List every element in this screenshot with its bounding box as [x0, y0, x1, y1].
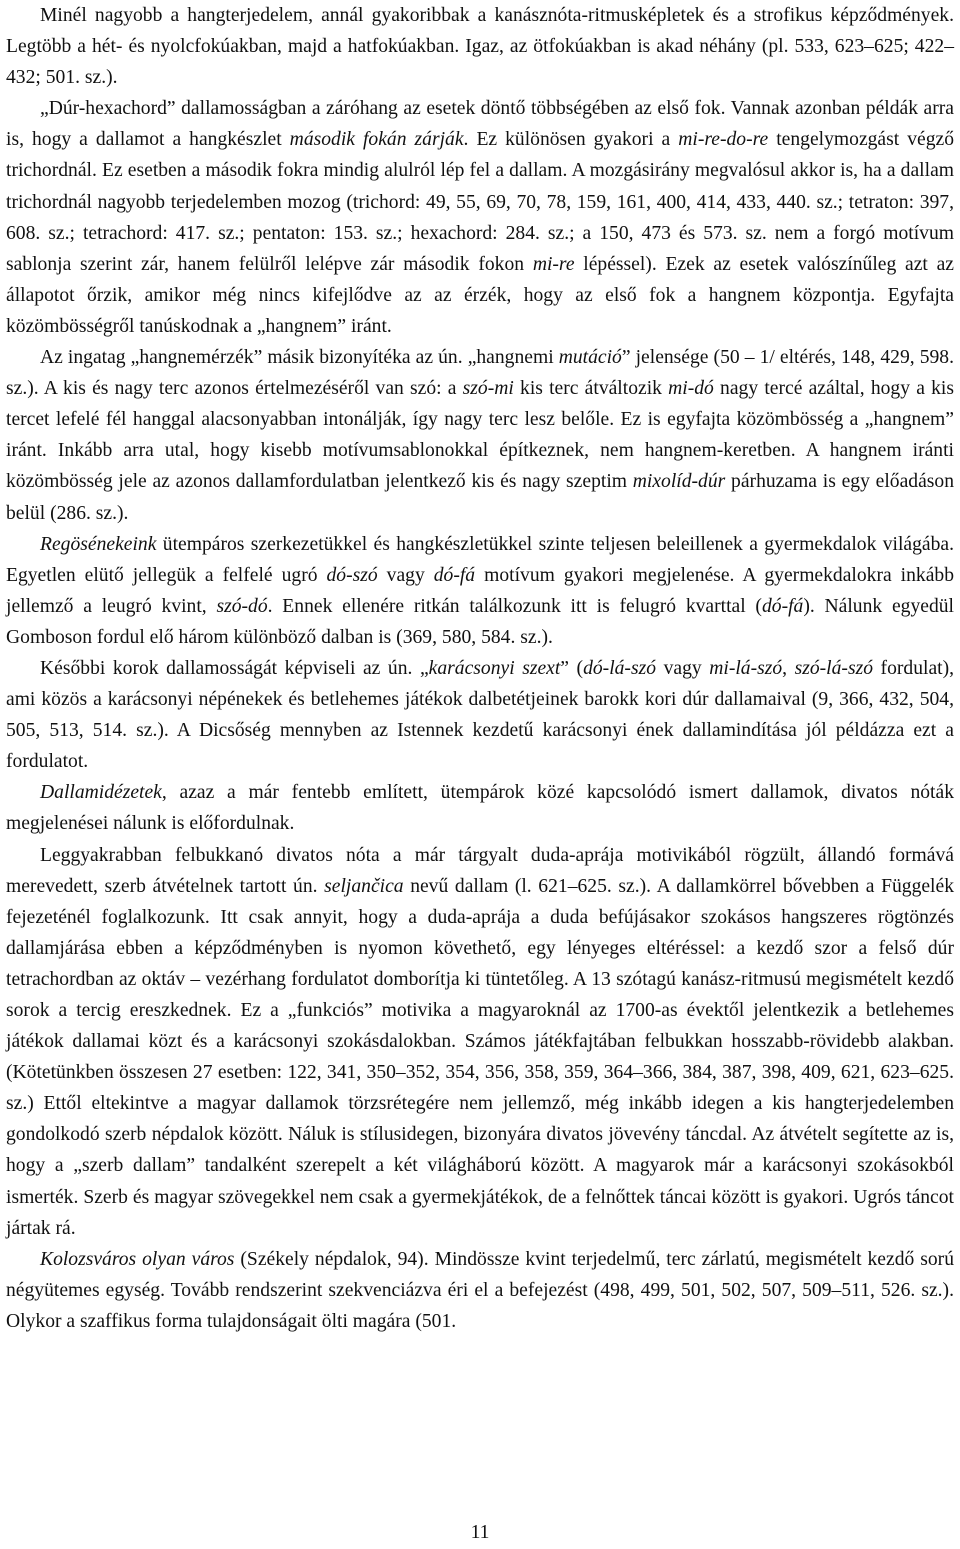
italic-term: szó-lá-szó	[794, 657, 873, 679]
text-run: párhuzama is egy előadáson belül (286. sz.).	[6, 471, 954, 524]
paragraph-2	[6, 93, 954, 342]
text-run: Az ingatag „hangnemérzék” másik bizonyítéka az ún. „hangnemi	[40, 347, 559, 369]
italic-term: mi-re	[532, 253, 575, 275]
italic-term: dó-lá-szó	[583, 657, 657, 679]
italic-term: dó-szó	[326, 564, 378, 586]
text-run: lépéssel). Ezek az esetek valószínűleg azt az állapotot őrzik, amikor még nincs kifejlődve az az érzék, hogy az első fok a hangnem központja. Egyfajta közömbösségről tanúskodnak a „hangnem” iránt.	[6, 253, 954, 337]
text-run: nagy tercé azáltal, hogy a kis tercet lefelé fél hanggal alacsonyabban intonálják, így nagy terc lesz belőle. Ez is egyfajta közömbösség a „hangnem” iránt. Inkább arra utal, hogy kisebb motívumsablonokkal építkeznek, nem hangnem-keretben. A hangnem iránti közömbösség jele az azonos dallamfordulatban jelentkező kis és nagy szeptim	[6, 378, 954, 493]
paragraph-5	[6, 653, 954, 777]
text-run: ütempáros szerkezetükkel és hangkészletükkel szinte teljesen beleillenek a gyermekdalok világába. Egyetlen elütő jellegük a felfelé ugró	[6, 533, 954, 586]
italic-term: mixolíd-dúr	[632, 471, 726, 493]
italic-term: dó-fá	[761, 595, 804, 617]
text-run: vagy	[377, 564, 434, 586]
text-run: ). Nálunk egyedül Gomboson fordul elő három különböző dalban is (369, 580, 584. sz.).	[6, 595, 954, 648]
italic-term: mi-dó	[668, 378, 714, 400]
text-run: fordulat), ami közös a karácsonyi népénekek és betlehemes játékok dalbetétjeinek barokk kori dúr dallamaival (9, 366, 432, 504, 505, 513, 514. sz.). A Dicsőség mennyben az Istennek kezdetű karácsonyi ének dallamindítása jól példázza ezt a fordulatot.	[6, 657, 955, 773]
italic-term: Kolozsváros olyan város	[40, 1248, 235, 1270]
text-run: (Székely népdalok, 94). Mindössze kvint terjedelmű, terc zárlatú, megismételt kezdő sorú négyütemes egység. Tovább rendszerint szekvenciázva éri el a befejezést (498, 499, 501, 502, 507, 509–511, 526. sz.). Olykor a szaffikus forma tulajdonságait ölti magára (501.	[6, 1248, 954, 1332]
text-run: . Ez különösen gyakori a	[463, 129, 679, 151]
text-run: . Ennek ellenére ritkán találkozunk itt is felugró kvarttal (	[267, 595, 762, 617]
text-run: Minél nagyobb a hangterjedelem, annál gyakoribbak a kanásznóta-ritmusképletek és a strofikus képződmények. Legtöbb a hét- és nyolcfokúakban, majd a hatfokúakban. Igaz, az ötfokúakban is akad néhány (pl. 533, 623–625; 422–432; 501. sz.).	[6, 5, 954, 89]
text-run: Későbbi korok dallamosságát képviseli az ún. „	[40, 657, 429, 679]
italic-term: mi-lá-szó	[709, 657, 783, 679]
text-run: ,	[782, 657, 795, 679]
text-run: vagy	[656, 657, 710, 679]
italic-term: mi-re-do-re	[678, 129, 769, 151]
paragraph-6	[6, 777, 954, 839]
text-run: „Dúr-hexachord” dallamosságban a záróhang az esetek döntő többségében az első fok. Vannak azonban példák arra is, hogy a dallamot a hangkészlet	[6, 98, 954, 151]
page-body	[6, 0, 954, 1337]
italic-term: mutáció	[558, 347, 622, 369]
text-run: ” (	[560, 657, 584, 679]
text-run: , azaz a már fentebb említett, ütempárok közé kapcsolódó ismert dallamok, divatos nóták megjelenései nálunk is előfordulnak.	[6, 782, 954, 835]
paragraph-8	[6, 1244, 954, 1337]
italic-term: Dallamidézetek	[40, 782, 162, 804]
text-run: ” jelensége (50 – 1/ eltérés, 148, 429, 598. sz.). A kis és nagy terc azonos értelmezéséről van szó: a	[6, 347, 954, 400]
italic-term: Regösénekeink	[40, 533, 157, 555]
text-run: nevű dallam (l. 621–625. sz.). A dallamkörrel bővebben a Függelék fejezeténél foglalkozunk. Itt csak annyit, hogy a duda-aprája a duda befújásakor szokásos hangszeres rögtönzés dallamjárása ebben a képződményben is nyomon követhető, egy lényeges eltéréssel: a kezdő szor a felső dúr tetrachordban az oktáv – vezérhang fordulatot domborítja ki tüntetőleg. A 13 szótagú kanász-ritmusú megismételt kezdő sorok a tercig ereszkednek. Ez a „funkciós” motivika a magyaroknál az 1700-as évektől jelentkezik a betlehemes játékok dallamai közt és a karácsonyi szokásdalokban. Számos játékfajtában felbukkan hosszabb-rövidebb alakban. (Kötetünkben összesen 27 esetben: 122, 341, 350–352, 354, 356, 358, 359, 364–366, 384, 387, 398, 409, 621, 623–625. sz.) Ettől eltekintve a magyar dallamok törzsrétegére nem jellemző, még inkább idegen a kis hangterjedelemben gondolkodó szerb népdalok között. Náluk is stílusidegen, bizonyára divatos jövevény táncdal. Az átvételt segítette az is, hogy a „szerb dallam” tandalként szerepelt a két világháború között. A magyarok már a karácsonyi szokásokból ismerték. Szerb és magyar szövegekkel nem csak a gyermekjátékok, de a felnőttek táncai között is gyakori. Ugrós táncot jártak rá.	[6, 875, 954, 1239]
page-number: 11	[470, 1522, 490, 1543]
paragraph-1	[6, 0, 954, 93]
text-run: tengelymozgást végző trichordnál. Ez esetben a második fokra mindig alulról lép fel a dallam. A mozgásirány megvalósul akkor is, ha a dallam trichordnál nagyobb terjedelemben mozog (trichord: 49, 55, 69, 70, 78, 159, 161, 400, 414, 433, 440. sz.; tetraton: 397, 608. sz.; tetrachord: 417. sz.; pentaton: 153. sz.; hexachord: 284. sz.; a 150, 473 és 573. sz. nem a forgó motívum sablonja szerint zár, hanem felülről lelépve zár második fokon	[6, 129, 954, 275]
italic-term: dó-fá	[433, 564, 476, 586]
paragraph-4	[6, 529, 954, 653]
text-run: kis terc átváltozik	[513, 378, 669, 400]
text-run: motívum gyakori megjelenése. A gyermekdalokra inkább jellemző a leugró kvint,	[6, 564, 954, 617]
text-run: Leggyakrabban felbukkanó divatos nóta a már tárgyalt duda-aprája motivikából rögzült, állandó formává merevedett, szerb átvételnek tartott ún.	[6, 844, 954, 897]
italic-term: seljančica	[324, 875, 404, 897]
italic-term: karácsonyi szext	[428, 657, 561, 679]
paragraph-7	[6, 840, 954, 1244]
paragraph-3	[6, 342, 954, 529]
italic-term: szó-mi	[462, 378, 514, 400]
italic-term: második fokán zárják	[289, 129, 464, 151]
italic-term: szó-dó	[216, 595, 268, 617]
